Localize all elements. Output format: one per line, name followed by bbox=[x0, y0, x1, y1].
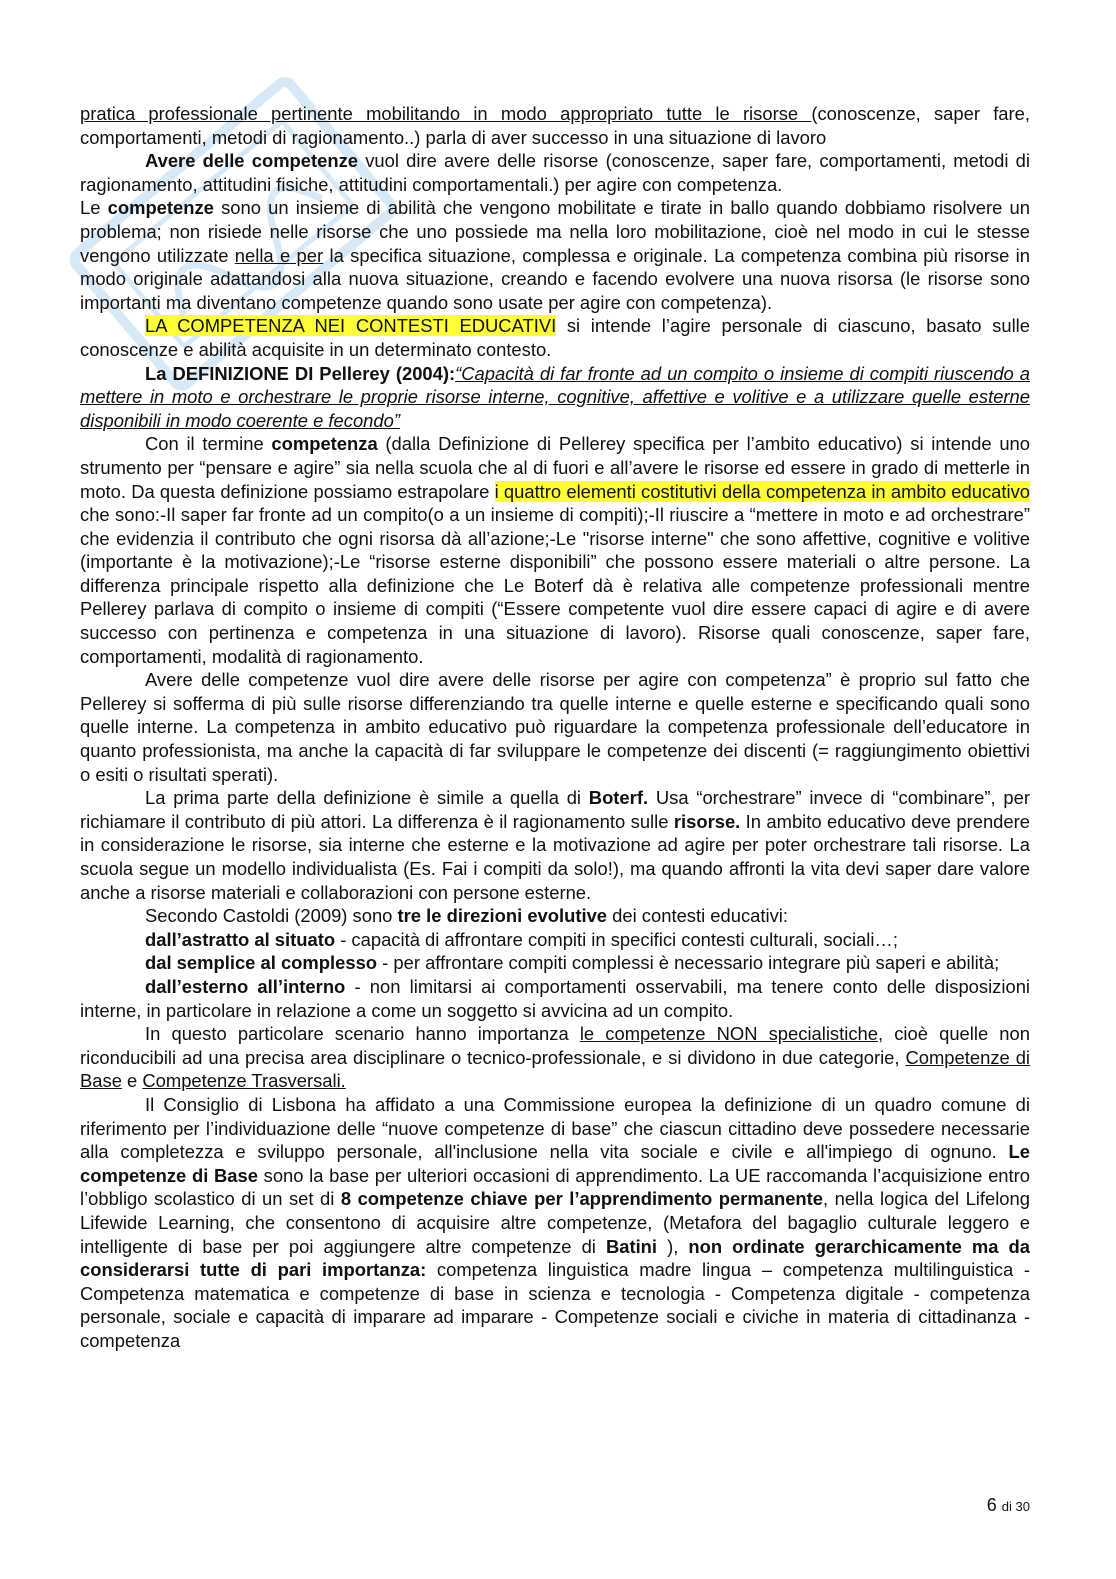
text-run: nella e per bbox=[234, 244, 324, 266]
text-run: e bbox=[121, 1070, 143, 1092]
text-run: LA COMPETENZA NEI CONTESTI EDUCATIVI bbox=[145, 315, 557, 337]
text-run: Competenze Trasversali. bbox=[142, 1070, 346, 1092]
page-footer bbox=[987, 1495, 1030, 1516]
page-number: 6 bbox=[986, 1495, 997, 1515]
text-run: si intende l’agire personale di ciascuno, basato sulle conoscenze e abilità acquisite in un determinato contesto. bbox=[80, 315, 1030, 360]
paragraph bbox=[80, 951, 1030, 975]
text-run: Con il termine bbox=[145, 433, 272, 455]
text-run: Boterf. bbox=[588, 787, 649, 809]
text-run: competenza linguistica madre lingua – competenza multilinguistica - Competenza matematica e competenze di base in scienza e tecnologia - Competenza digitale - competenza personale, sociale e capacità di imparare ad imparare - Competenze sociali e civiche in materia di cittadinanza - competenza bbox=[80, 1259, 1031, 1351]
paragraph bbox=[80, 102, 1030, 149]
paragraph bbox=[80, 362, 1030, 433]
text-run: competenza bbox=[271, 433, 378, 455]
paragraph bbox=[80, 668, 1030, 786]
paragraph bbox=[80, 928, 1030, 952]
paragraph bbox=[80, 314, 1030, 361]
paragraph bbox=[80, 904, 1030, 928]
text-run: risorse. bbox=[673, 810, 741, 832]
text-run: “Capacità di far fronte ad un compito o insieme di compiti riuscendo a mettere in moto e orchestrare le proprie risorse interne, cognitive, affettive e volitive e a utilizzare quelle esterne disponibili in modo coerente e fecondo” bbox=[80, 362, 1030, 431]
text-run: la specifica situazione, complessa e originale. La competenza combina più risorse in modo originale adattandosi alla nuova situazione, creando e facendo evolvere una nuova risorsa (le risorse sono importanti ma diventano competenze quando sono usate per agire con competenza). bbox=[80, 244, 1030, 313]
text-run: dall’astratto al situato bbox=[145, 928, 336, 950]
text-run: Competenze di Base bbox=[80, 1046, 1031, 1092]
paragraph bbox=[80, 149, 1030, 196]
document-page bbox=[80, 102, 1030, 1352]
text-run: ), bbox=[657, 1235, 689, 1257]
text-run: 8 competenze chiave per l’apprendimento permanente bbox=[340, 1188, 824, 1210]
text-run: non ordinate gerarchicamente ma da considerarsi tutte di pari importanza: bbox=[80, 1235, 1031, 1281]
text-run: Secondo Castoldi (2009) sono bbox=[145, 905, 398, 927]
text-run: In ambito educativo deve prendere in considerazione le risorse, sia interne che esterne e la motivazione ad agire per poter orchestrare tali risorse. La scuola segue un modello individualista (Es. Fai i compiti da solo!), ma quando affronti la vita devi saper dare valore anche a risorse materiali e collaborazioni con persone esterne. bbox=[80, 810, 1030, 903]
paragraph bbox=[80, 786, 1030, 904]
text-run: La DEFINIZIONE DI Pellerey (2004): bbox=[145, 362, 456, 384]
page-total: di 30 bbox=[1001, 1499, 1030, 1514]
text-run: competenze bbox=[107, 197, 214, 219]
paragraph bbox=[80, 432, 1030, 668]
paragraph bbox=[80, 1093, 1030, 1353]
text-run: In questo particolare scenario hanno importanza bbox=[145, 1023, 580, 1045]
text-run: Le bbox=[80, 197, 108, 219]
text-run: pratica professionale pertinente mobilitando in modo appropriato tutte le risorse bbox=[80, 103, 812, 124]
text-run: sono un insieme di abilità che vengono mobilitate e tirate in ballo quando dobbiamo risolvere un problema; non risiede nelle risorse che uno possiede ma nella loro mobilitazione, cioè nel modo in cui le stesse vengono utilizzate bbox=[80, 197, 1030, 266]
paragraph bbox=[80, 975, 1030, 1022]
text-run: dei contesti educativi: bbox=[607, 905, 788, 927]
text-run: , nella logica del Lifelong Lifewide Learning, che consentono di acquisire altre competenze, (Metafora del bagaglio culturale leggero e intelligente di base per poi aggiungere altre competenze di bbox=[80, 1188, 1030, 1257]
text-run: le competenze NON specialistiche bbox=[579, 1023, 878, 1045]
text-run: vuol dire avere delle risorse (conoscenze, saper fare, comportamenti, metodi di ragionamento, attitudini fisiche, attitudini comportamentali.) per agire con competenza. bbox=[80, 150, 1030, 195]
text-run: La prima parte della definizione è simile a quella di bbox=[145, 787, 589, 809]
text-run: - non limitarsi ai comportamenti osservabili, ma tenere conto delle disposizioni interne, in particolare in relazione a come un soggetto si avvicina ad un compito. bbox=[80, 975, 1031, 1021]
text-run: Avere delle competenze vuol dire avere delle risorse per agire con competenza” è proprio sul fatto che Pellerey si sofferma di più sulle risorse differenziando tra quelle interne e quelle esterne e specificando quali sono quelle interne. La competenza in ambito educativo può riguardare la competenza professionale dell’educatore in quanto professionista, ma anche la capacità di far sviluppare le competenze dei discenti (= raggiungimento obiettivi o esiti o risultati sperati). bbox=[80, 669, 1030, 785]
text-run: dall’esterno all’interno bbox=[145, 975, 346, 997]
text-run: - capacità di affrontare compiti in specifici contesti culturali, sociali…; bbox=[335, 928, 898, 950]
text-run: dal semplice al complesso bbox=[145, 952, 378, 974]
text-run: Il Consiglio di Lisbona ha affidato a una Commissione europea la definizione di un quadro comune di riferimento per l’individuazione delle “nuove competenze di base” che ciascun cittadino deve possedere necessarie alla completezza e sviluppo personale, all'inclusione nella vita sociale e civile e all'impiego di ognuno. bbox=[80, 1093, 1030, 1163]
text-run: tre le direzioni evolutive bbox=[397, 905, 608, 927]
text-run: , cioè quelle non riconducibili ad una precisa area disciplinare o tecnico-professionale, e si dividono in due categorie, bbox=[80, 1023, 1030, 1068]
text-run: che sono:-Il saper far fronte ad un compito(o a un insieme di compiti);-Il riuscire a “mettere in moto e ad orchestrare” che evidenzia il contributo che ogni risorsa dà all’azione;-Le "risorse interne" che sono affettive, cognitive e volitive (importante è la motivazione);-Le “risorse esterne disponibili” che possono essere materiali o altre persone. La differenza principale rispetto alla definizione che Le Boterf dà è relativa alle competenze professionali mentre Pellerey parlava di compito o insieme di compiti (“Essere competente vuol dire essere capaci di agire e di avere successo con pertinenza e competenza in una situazione di lavoro). Risorse quali conoscenze, saper fare, comportamenti, modalità di ragionamento. bbox=[80, 504, 1030, 667]
text-run: - per affrontare compiti complessi è necessario integrare più saperi e abilità; bbox=[377, 952, 1000, 974]
text-run: Le competenze di Base bbox=[80, 1141, 1030, 1186]
paragraph bbox=[80, 196, 1030, 314]
text-run: Avere delle competenze bbox=[145, 150, 359, 172]
text-run: sono la base per ulteriori occasioni di apprendimento. La UE raccomanda l’acquisizione entro l’obbligo scolastico di un set di bbox=[80, 1164, 1030, 1210]
text-run: (conoscenze, saper fare, comportamenti, metodi di ragionamento..) parla di aver successo in una situazione di lavoro bbox=[80, 103, 1030, 148]
paragraph bbox=[80, 1022, 1030, 1093]
text-run: (dalla Definizione di Pellerey specifica per l’ambito educativo) si intende uno strumento per “pensare e agire” sia nella scuola che al di fuori e all’avere le risorse ed essere in grado di metterle in moto. Da questa definizione possiamo estrapolare bbox=[80, 433, 1031, 502]
text-run: Batini bbox=[605, 1235, 658, 1257]
text-run: i quattro elementi costitutivi della competenza in ambito educativo bbox=[494, 480, 1030, 502]
text-run: Usa “orchestrare” invece di “combinare”, per richiamare il contributo di più attori. La differenza è il ragionamento sulle bbox=[80, 787, 1030, 832]
